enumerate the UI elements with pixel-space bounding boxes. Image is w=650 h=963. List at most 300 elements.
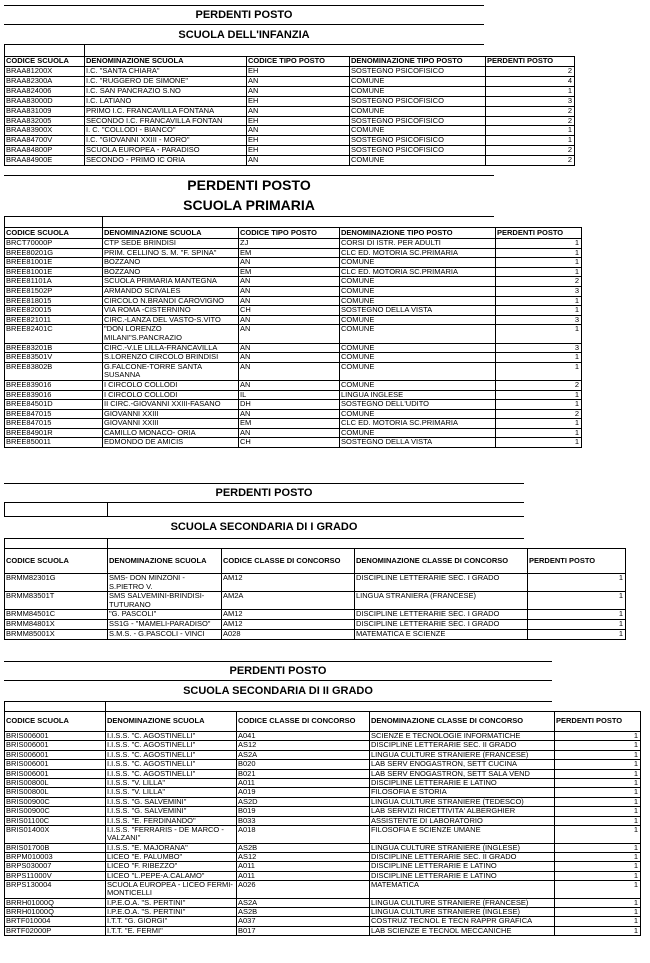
cell-codice-tipo: AS12 [237, 741, 370, 750]
cell-denominazione-tipo: LINGUA STRANIERA (FRANCESE) [355, 592, 528, 610]
cell-codice-tipo: IL [239, 390, 340, 400]
cell-denominazione-scuola: BOZZANO [103, 267, 239, 277]
table-row [5, 267, 582, 277]
cell-perdenti-posto: 1 [555, 843, 641, 852]
cell-codice-scuola: BRIS00800L [5, 778, 106, 787]
cell-denominazione-tipo: LINGUA CULTURE STRANIERE (TEDESCO) [370, 797, 555, 806]
cell-perdenti-posto: 2 [486, 156, 575, 166]
cell-denominazione-scuola: S.M.S. - G.PASCOLI - VINCI [108, 630, 222, 640]
cell-codice-scuola: BRAA81200X [5, 67, 85, 77]
section-subtitle: SCUOLA DELL'INFANZIA [178, 29, 310, 41]
cell-codice-tipo: AN [239, 277, 340, 287]
table-row [5, 750, 641, 759]
cell-codice-scuola: BRIS00900C [5, 797, 106, 806]
section-title: PERDENTI POSTO [195, 9, 293, 21]
cell-denominazione-scuola: I.I.S.S. "C. AGOSTINELLI" [106, 732, 237, 741]
rule [4, 216, 5, 227]
cell-denominazione-tipo: LINGUA INGLESE [340, 390, 496, 400]
table-row [5, 592, 626, 610]
cell-denominazione-tipo: SOSTEGNO PSICOFISICO [350, 67, 486, 77]
rule [4, 680, 552, 681]
cell-denominazione-tipo: COMUNE [340, 286, 496, 296]
cell-codice-tipo: AN [247, 86, 350, 96]
cell-denominazione-scuola: SMS- DON MINZONI - S.PIETRO V. [108, 574, 222, 592]
cell-denominazione-tipo: DISCIPLINE LETTERARIE E LATINO [370, 778, 555, 787]
cell-codice-tipo: B033 [237, 816, 370, 825]
cell-denominazione-scuola: CAMILLO MONACO- ORIA [103, 428, 239, 438]
column-header-codice-scuola: CODICE SCUOLA [5, 549, 108, 574]
table-row [5, 825, 641, 843]
table-row [5, 741, 641, 750]
table-row [5, 816, 641, 825]
table-row [5, 277, 582, 287]
cell-perdenti-posto: 1 [496, 390, 582, 400]
cell-codice-tipo: EH [247, 136, 350, 146]
table-row [5, 926, 641, 935]
cell-codice-tipo: EM [239, 419, 340, 429]
cell-perdenti-posto: 1 [528, 574, 626, 592]
cell-denominazione-scuola: CIRCOLO N.BRANDI CAROVIGNO [103, 296, 239, 306]
cell-denominazione-tipo: COMUNE [350, 156, 486, 166]
cell-denominazione-tipo: COMUNE [350, 126, 486, 136]
table-row [5, 760, 641, 769]
cell-denominazione-tipo: LAB SERV ENOGASTRON, SETT CUCINA [370, 760, 555, 769]
table-row [5, 76, 575, 86]
cell-codice-tipo: A011 [237, 871, 370, 880]
cell-codice-tipo: EH [247, 67, 350, 77]
table-body [5, 712, 641, 936]
cell-denominazione-tipo: LAB SCIENZE E TECNOL MECCANICHE [370, 926, 555, 935]
cell-denominazione-scuola: I.I.S.S. "C. AGOSTINELLI" [106, 760, 237, 769]
cell-codice-scuola: BRAA83000D [5, 96, 85, 106]
cell-perdenti-posto: 3 [496, 286, 582, 296]
rule [4, 538, 5, 548]
cell-perdenti-posto: 1 [528, 630, 626, 640]
cell-denominazione-scuola: I.I.S.S. "G. SALVEMINI" [106, 797, 237, 806]
cell-codice-scuola: BRIS006001 [5, 760, 106, 769]
cell-denominazione-tipo: DISCIPLINE LETTERARIE SEC. I GRADO [355, 574, 528, 592]
table-body [5, 549, 626, 640]
cell-denominazione-tipo: COMUNE [340, 409, 496, 419]
cell-denominazione-scuola: ARMANDO SCIVALES [103, 286, 239, 296]
cell-codice-tipo: AS2A [237, 898, 370, 907]
table-row [5, 769, 641, 778]
cell-codice-tipo: EH [247, 96, 350, 106]
cell-denominazione-scuola: I.I.S.S. "C. AGOSTINELLI" [106, 741, 237, 750]
cell-codice-tipo: EM [239, 248, 340, 258]
cell-denominazione-scuola: SCUOLA EUROPEA - LICEO FERMI-MONTICELLI [106, 881, 237, 899]
section-subtitle: SCUOLA SECONDARIA DI I GRADO [170, 521, 358, 533]
cell-codice-scuola: BREE821011 [5, 315, 103, 325]
cell-codice-tipo: A026 [237, 881, 370, 899]
section-title: PERDENTI POSTO [215, 487, 313, 499]
table-row [5, 306, 582, 316]
cell-denominazione-tipo: CLC ED. MOTORIA SC.PRIMARIA [340, 419, 496, 429]
column-header-denominazione-scuola: DENOMINAZIONE SCUOLA [103, 228, 239, 239]
column-header-perdenti-posto: PERDENTI POSTO [555, 712, 641, 732]
cell-codice-tipo: A028 [222, 630, 355, 640]
cell-codice-scuola: BRIS006001 [5, 732, 106, 741]
cell-perdenti-posto: 1 [555, 807, 641, 816]
table-row [5, 353, 582, 363]
cell-denominazione-scuola: GIOVANNI XXIII [103, 419, 239, 429]
cell-codice-scuola: BREE84901R [5, 428, 103, 438]
cell-denominazione-scuola: I.C. "SANTA CHIARA" [85, 67, 247, 77]
cell-denominazione-tipo: COMUNE [350, 86, 486, 96]
cell-codice-scuola: BRAA83900X [5, 126, 85, 136]
cell-codice-tipo: B017 [237, 926, 370, 935]
rule [4, 175, 494, 176]
cell-denominazione-tipo: COMUNE [340, 258, 496, 268]
table-body [5, 57, 575, 166]
table-row [5, 843, 641, 852]
table-row [5, 126, 575, 136]
cell-codice-scuola: BRIS00900C [5, 807, 106, 816]
cell-codice-scuola: BREE847015 [5, 409, 103, 419]
cell-perdenti-posto: 1 [496, 428, 582, 438]
cell-denominazione-scuola: I.P.E.O.A. "S. PERTINI" [106, 908, 237, 917]
cell-perdenti-posto: 1 [496, 362, 582, 380]
cell-perdenti-posto: 1 [496, 248, 582, 258]
cell-denominazione-tipo: COMUNE [340, 343, 496, 353]
cell-denominazione-tipo: CLC ED. MOTORIA SC.PRIMARIA [340, 248, 496, 258]
cell-perdenti-posto: 1 [555, 769, 641, 778]
cell-codice-tipo: AN [239, 353, 340, 363]
cell-perdenti-posto: 1 [528, 610, 626, 620]
cell-codice-scuola: BRIS01700B [5, 843, 106, 852]
column-header-denominazione-scuola: DENOMINAZIONE SCUOLA [106, 712, 237, 732]
cell-codice-tipo: EM [239, 267, 340, 277]
cell-perdenti-posto: 1 [555, 825, 641, 843]
rule [4, 502, 524, 503]
cell-codice-scuola: BREE818015 [5, 296, 103, 306]
cell-codice-scuola: BRPS11000V [5, 871, 106, 880]
column-header-denominazione-tipo: DENOMINAZIONE TIPO POSTO [350, 57, 486, 67]
table-row [5, 409, 582, 419]
cell-codice-scuola: BREE847015 [5, 419, 103, 429]
table-row [5, 362, 582, 380]
cell-denominazione-scuola: SECONDO - PRIMO IC ORIA [85, 156, 247, 166]
cell-codice-scuola: BRTF010004 [5, 917, 106, 926]
table-row [5, 96, 575, 106]
column-header-codice-tipo: CODICE TIPO POSTO [247, 57, 350, 67]
cell-codice-tipo: AN [239, 343, 340, 353]
cell-codice-tipo: AS2B [237, 843, 370, 852]
rule [4, 483, 524, 484]
cell-perdenti-posto: 2 [486, 116, 575, 126]
cell-perdenti-posto: 1 [496, 400, 582, 410]
cell-denominazione-tipo: SOSTEGNO PSICOFISICO [350, 136, 486, 146]
cell-codice-tipo: AN [247, 106, 350, 116]
cell-perdenti-posto: 1 [496, 419, 582, 429]
table-row [5, 871, 641, 880]
rule [4, 701, 552, 702]
cell-codice-scuola: BREE850011 [5, 438, 103, 448]
table-row [5, 438, 582, 448]
cell-denominazione-scuola: CIRC.-LANZA DEL VASTO-S.VITO [103, 315, 239, 325]
cell-denominazione-tipo: DISCIPLINE LETTERARIE SEC. II GRADO [370, 741, 555, 750]
cell-codice-scuola: BREE81001E [5, 258, 103, 268]
table-row [5, 116, 575, 126]
cell-codice-scuola: BREE80201G [5, 248, 103, 258]
cell-codice-tipo: AN [247, 156, 350, 166]
cell-perdenti-posto: 1 [486, 126, 575, 136]
rule [4, 5, 484, 6]
cell-codice-tipo: AN [239, 286, 340, 296]
cell-codice-scuola: BRPS130004 [5, 881, 106, 899]
cell-codice-scuola: BRAA832005 [5, 116, 85, 126]
cell-denominazione-scuola: I CIRCOLO COLLODI [103, 390, 239, 400]
cell-codice-tipo: AS2A [237, 750, 370, 759]
cell-perdenti-posto: 1 [528, 620, 626, 630]
cell-denominazione-tipo: LAB SERV ENOGASTRON, SETT SALA VEND [370, 769, 555, 778]
column-header-denominazione-tipo: DENOMINAZIONE TIPO POSTO [340, 228, 496, 239]
section-subtitle: SCUOLA PRIMARIA [183, 197, 315, 213]
cell-denominazione-tipo: SOSTEGNO DELLA VISTA [340, 438, 496, 448]
cell-denominazione-scuola: SS1G - "MAMELI-PARADISO" [108, 620, 222, 630]
cell-denominazione-scuola: BOZZANO [103, 258, 239, 268]
cell-denominazione-tipo: FILOSOFIA E STORIA [370, 788, 555, 797]
cell-denominazione-scuola: I.I.S.S. "E. FERDINANDO" [106, 816, 237, 825]
cell-codice-tipo: AN [239, 325, 340, 343]
cell-perdenti-posto: 1 [496, 258, 582, 268]
table-body [5, 228, 582, 448]
table-row [5, 881, 641, 899]
cell-perdenti-posto: 1 [496, 239, 582, 249]
table-row [5, 917, 641, 926]
cell-denominazione-scuola: I.I.S.S. "C. AGOSTINELLI" [106, 750, 237, 759]
cell-perdenti-posto: 1 [555, 926, 641, 935]
cell-denominazione-scuola: LICEO "L.PEPE-A.CALAMO" [106, 871, 237, 880]
table-row [5, 390, 582, 400]
cell-codice-scuola: BRMM84801X [5, 620, 108, 630]
cell-codice-tipo: A011 [237, 862, 370, 871]
cell-perdenti-posto: 1 [555, 898, 641, 907]
table-row [5, 156, 575, 166]
table-row [5, 86, 575, 96]
staff-table [4, 56, 575, 166]
column-header-codice-scuola: CODICE SCUOLA [5, 57, 85, 67]
cell-denominazione-tipo: ASSISTENTE DI LABORATORIO [370, 816, 555, 825]
cell-codice-scuola: BRTF02000P [5, 926, 106, 935]
cell-perdenti-posto: 1 [555, 881, 641, 899]
cell-codice-scuola: BREE81001E [5, 267, 103, 277]
cell-codice-scuola: BRAA82300A [5, 76, 85, 86]
cell-denominazione-tipo: DISCIPLINE LETTERARIE SEC. I GRADO [355, 610, 528, 620]
cell-denominazione-scuola: SCUOLA PRIMARIA MANTEGNA [103, 277, 239, 287]
cell-codice-tipo: A019 [237, 788, 370, 797]
cell-denominazione-scuola: SECONDO I.C. FRANCAVILLA FONTAN [85, 116, 247, 126]
cell-codice-tipo: AN [247, 76, 350, 86]
cell-codice-tipo: EH [247, 116, 350, 126]
cell-perdenti-posto: 1 [496, 306, 582, 316]
cell-codice-tipo: A041 [237, 732, 370, 741]
cell-denominazione-scuola: I.I.S.S. "V. LILLA" [106, 778, 237, 787]
cell-codice-tipo: AM2A [222, 592, 355, 610]
table-row [5, 732, 641, 741]
column-header-perdenti-posto: PERDENTI POSTO [496, 228, 582, 239]
cell-codice-tipo: B021 [237, 769, 370, 778]
cell-codice-scuola: BREE81101A [5, 277, 103, 287]
cell-denominazione-tipo: SOSTEGNO DELLA VISTA [340, 306, 496, 316]
cell-codice-scuola: BREE820015 [5, 306, 103, 316]
cell-perdenti-posto: 1 [555, 852, 641, 861]
table-row [5, 610, 626, 620]
cell-perdenti-posto: 1 [486, 136, 575, 146]
cell-codice-scuola: BREE82401C [5, 325, 103, 343]
cell-denominazione-scuola: PRIMO I.C. FRANCAVILLA FONTANA [85, 106, 247, 116]
cell-denominazione-scuola: PRIM. CELLINO S. M. "F. SPINA" [103, 248, 239, 258]
column-header-denominazione-tipo: DENOMINAZIONE CLASSE DI CONCORSO [370, 712, 555, 732]
cell-codice-scuola: BRIS006001 [5, 750, 106, 759]
cell-denominazione-tipo: COMUNE [340, 353, 496, 363]
cell-codice-scuola: BREE84501D [5, 400, 103, 410]
cell-codice-tipo: AM12 [222, 620, 355, 630]
cell-perdenti-posto: 1 [555, 750, 641, 759]
cell-denominazione-tipo: LINGUA CULTURE STRANIERE (FRANCESE) [370, 750, 555, 759]
cell-denominazione-scuola: I.I.S.S. "V. LILLA" [106, 788, 237, 797]
cell-perdenti-posto: 1 [496, 267, 582, 277]
cell-denominazione-tipo: MATEMATICA [370, 881, 555, 899]
column-header-denominazione-scuola: DENOMINAZIONE SCUOLA [108, 549, 222, 574]
cell-codice-scuola: BRAA84800P [5, 146, 85, 156]
cell-denominazione-tipo: COMUNE [340, 362, 496, 380]
cell-codice-scuola: BRAA824006 [5, 86, 85, 96]
rule [107, 538, 108, 548]
cell-perdenti-posto: 3 [496, 315, 582, 325]
cell-codice-scuola: BRRH01000Q [5, 908, 106, 917]
cell-codice-tipo: AN [239, 258, 340, 268]
cell-denominazione-scuola: LICEO "E. PALUMBO" [106, 852, 237, 861]
table-row [5, 248, 582, 258]
rule [4, 216, 494, 217]
cell-denominazione-tipo: DISCIPLINE LETTERARIE E LATINO [370, 862, 555, 871]
column-header-denominazione-scuola: DENOMINAZIONE SCUOLA [85, 57, 247, 67]
cell-codice-scuola: BRIS006001 [5, 741, 106, 750]
rule [105, 701, 106, 711]
cell-denominazione-tipo: COMUNE [350, 76, 486, 86]
table-row [5, 296, 582, 306]
cell-codice-scuola: BRPM010003 [5, 852, 106, 861]
cell-codice-scuola: BREE83802B [5, 362, 103, 380]
cell-denominazione-tipo: DISCIPLINE LETTERARIE SEC. I GRADO [355, 620, 528, 630]
cell-denominazione-tipo: COMUNE [340, 315, 496, 325]
cell-denominazione-tipo: SCIENZE E TECNOLOGIE INFORMATICHE [370, 732, 555, 741]
cell-perdenti-posto: 2 [486, 67, 575, 77]
cell-codice-tipo: AS2B [237, 908, 370, 917]
cell-codice-scuola: BREE839016 [5, 390, 103, 400]
section-title: PERDENTI POSTO [187, 177, 311, 193]
cell-perdenti-posto: 1 [555, 917, 641, 926]
table-header-row [5, 228, 582, 239]
cell-codice-scuola: BREE81502P [5, 286, 103, 296]
cell-denominazione-scuola: I. C. "COLLODI - BIANCO" [85, 126, 247, 136]
staff-table [4, 548, 626, 640]
cell-codice-scuola: BRAA84900E [5, 156, 85, 166]
rule [84, 44, 85, 56]
cell-codice-tipo: EH [247, 146, 350, 156]
cell-denominazione-scuola: "DON LORENZO MILANI"S.PANCRAZIO [103, 325, 239, 343]
cell-denominazione-tipo: FILOSOFIA E SCIENZE UMANE [370, 825, 555, 843]
cell-codice-tipo: ZJ [239, 239, 340, 249]
table-row [5, 106, 575, 116]
cell-perdenti-posto: 1 [496, 296, 582, 306]
cell-denominazione-scuola: I.C. LATIANO [85, 96, 247, 106]
cell-denominazione-tipo: SOSTEGNO DELL'UDITO [340, 400, 496, 410]
table-header-row [5, 57, 575, 67]
cell-perdenti-posto: 3 [496, 343, 582, 353]
cell-codice-scuola: BRMM83501T [5, 592, 108, 610]
cell-codice-tipo: AS2D [237, 797, 370, 806]
cell-codice-scuola: BRAA84700V [5, 136, 85, 146]
column-header-codice-scuola: CODICE SCUOLA [5, 712, 106, 732]
cell-codice-tipo: AN [239, 315, 340, 325]
column-header-codice-scuola: CODICE SCUOLA [5, 228, 103, 239]
table-row [5, 258, 582, 268]
cell-denominazione-scuola: "G. PASCOLI" [108, 610, 222, 620]
cell-perdenti-posto: 1 [555, 732, 641, 741]
table-row [5, 807, 641, 816]
cell-perdenti-posto: 1 [528, 592, 626, 610]
cell-codice-tipo: B019 [237, 807, 370, 816]
cell-codice-scuola: BRIS00800L [5, 788, 106, 797]
cell-denominazione-tipo: COMUNE [340, 380, 496, 390]
cell-denominazione-tipo: SOSTEGNO PSICOFISICO [350, 96, 486, 106]
cell-denominazione-scuola: EDMONDO DE AMICIS [103, 438, 239, 448]
cell-denominazione-scuola: I.I.S.S. "E. MAJORANA" [106, 843, 237, 852]
rule [4, 538, 524, 539]
cell-codice-scuola: BRMM82301G [5, 574, 108, 592]
cell-perdenti-posto: 2 [496, 409, 582, 419]
cell-codice-scuola: BREE83501V [5, 353, 103, 363]
cell-codice-scuola: BRCT70000P [5, 239, 103, 249]
table-row [5, 343, 582, 353]
cell-denominazione-tipo: COSTRUZ TECNOL E TECN RAPPR GRAFICA [370, 917, 555, 926]
table-row [5, 136, 575, 146]
cell-perdenti-posto: 3 [486, 96, 575, 106]
cell-denominazione-scuola: G.FALCONE-TORRE SANTA SUSANNA [103, 362, 239, 380]
cell-denominazione-tipo: DISCIPLINE LETTERARIE SEC. II GRADO [370, 852, 555, 861]
table-header-row [5, 549, 626, 574]
cell-perdenti-posto: 4 [486, 76, 575, 86]
cell-codice-scuola: BRIS006001 [5, 769, 106, 778]
table-row [5, 146, 575, 156]
cell-codice-tipo: B020 [237, 760, 370, 769]
rule [4, 24, 484, 25]
cell-perdenti-posto: 2 [496, 277, 582, 287]
cell-denominazione-scuola: S.LORENZO CIRCOLO BRINDISI [103, 353, 239, 363]
cell-codice-tipo: AM12 [222, 574, 355, 592]
cell-denominazione-tipo: LAB SERVIZI RICETTIVITA' ALBERGHIER [370, 807, 555, 816]
table-row [5, 862, 641, 871]
cell-perdenti-posto: 2 [486, 106, 575, 116]
cell-perdenti-posto: 1 [555, 741, 641, 750]
table-row [5, 428, 582, 438]
rule [4, 661, 552, 662]
cell-codice-tipo: CH [239, 438, 340, 448]
table-row [5, 239, 582, 249]
cell-codice-tipo: AN [239, 296, 340, 306]
cell-codice-scuola: BRMM84501C [5, 610, 108, 620]
cell-denominazione-scuola: I.I.S.S. "C. AGOSTINELLI" [106, 769, 237, 778]
cell-perdenti-posto: 1 [555, 760, 641, 769]
cell-perdenti-posto: 1 [555, 778, 641, 787]
cell-perdenti-posto: 1 [555, 797, 641, 806]
cell-denominazione-scuola: CIRC.-V.LE LILLA-FRANCAVILLA [103, 343, 239, 353]
cell-denominazione-tipo: DISCIPLINE LETTERARIE E LATINO [370, 871, 555, 880]
table-row [5, 380, 582, 390]
cell-denominazione-tipo: SOSTEGNO PSICOFISICO [350, 146, 486, 156]
